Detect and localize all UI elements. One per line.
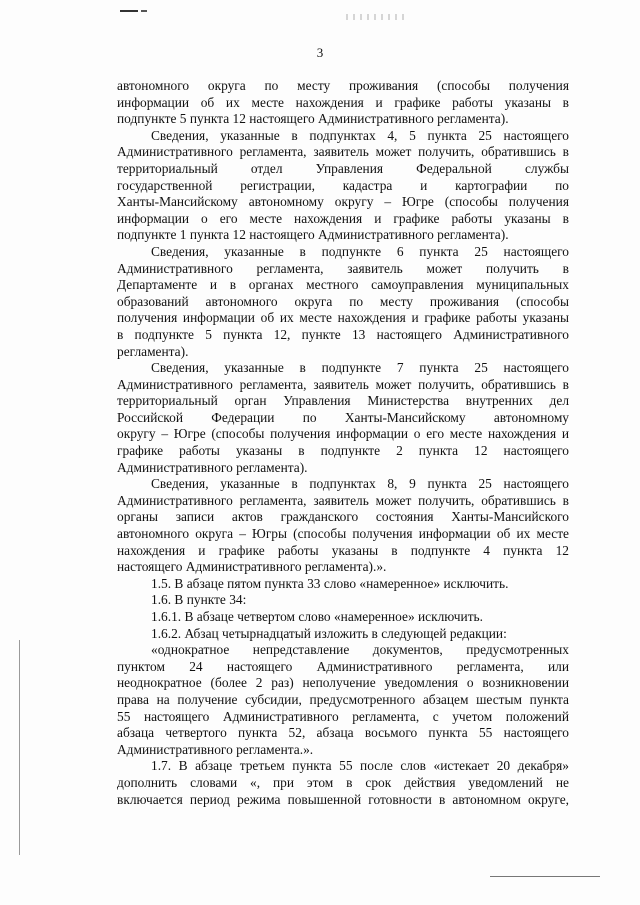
text-line: 55 настоящего Административного регламента, с учетом положений <box>117 708 569 724</box>
text-line: автономного округа по месту проживания (способы получения <box>117 78 569 93</box>
text-line: Административного регламента, заявитель может получить, обратившись в <box>117 376 569 392</box>
text-line: Сведения, указанные в подпунктах 8, 9 пункта 25 настоящего <box>151 476 569 492</box>
text-line: Административного регламента, заявитель может получить, обратившись в <box>117 144 569 160</box>
text-line: настоящего Административного регламента).». <box>117 559 387 575</box>
text-line: нахождения и графике работы указаны в подпункте 4 пункта 12 <box>117 542 569 558</box>
text-line: права на получение субсидии, предусмотренного абзацем шестым пункта <box>117 691 569 707</box>
text-line: Административного регламента.». <box>117 741 314 757</box>
document-body <box>117 78 569 808</box>
text-line: 1.6. В пункте 34: <box>151 592 247 608</box>
text-line: образований автономного округа по месту проживания (способы <box>117 293 569 309</box>
text-line: Сведения, указанные в подпунктах 4, 5 пункта 25 настоящего <box>151 127 569 143</box>
text-line: Сведения, указанные в подпункте 7 пункта 25 настоящего <box>151 360 569 376</box>
text-line: органы записи актов гражданского состояния Ханты-Мансийского <box>117 509 569 525</box>
text-line: Российской Федерации по Ханты-Мансийскому автономному <box>117 409 569 425</box>
text-line: неоднократное (более 2 раз) неполучение уведомления о возникновении <box>117 675 569 691</box>
scan-artifact-bottom-line <box>490 876 600 877</box>
text-line: подпункте 5 пункта 12 настоящего Административного регламента). <box>117 111 509 127</box>
text-line: включается период режима повышенной готовности в автономном округе, <box>117 791 569 807</box>
text-line: пунктом 24 настоящего Административного регламента, или <box>117 658 569 674</box>
text-line: 1.6.2. Абзац четырнадцатый изложить в следующей редакции: <box>151 625 507 641</box>
text-line: 1.7. В абзаце третьем пункта 55 после слов «истекает 20 декабря» <box>151 758 569 774</box>
scan-artifact-margin-line <box>19 640 20 855</box>
text-line: Сведения, указанные в подпункте 6 пункта 25 настоящего <box>151 243 569 259</box>
text-line: Ханты-Мансийскому автономному округу – Югре (способы получения <box>117 194 569 210</box>
text-line: Административного регламента, заявитель может получить, обратившись в <box>117 492 569 508</box>
text-line: 1.5. В абзаце пятом пункта 33 слово «намеренное» исключить. <box>151 575 509 591</box>
text-line: «однократное непредставление документов, предусмотренных <box>151 642 569 658</box>
text-line: подпункте 1 пункта 12 настоящего Административного регламента). <box>117 227 509 243</box>
text-line: 1.6.1. В абзаце четвертом слово «намеренное» исключить. <box>151 609 484 624</box>
text-line: абзаца четвертого пункта 52, абзаца восьмого пункта 55 настоящего <box>117 725 569 741</box>
text-line: автономного округа – Югры (способы получения информации об их месте <box>117 526 569 542</box>
text-line: территориальный отдел Управления Федеральной службы <box>117 160 569 176</box>
scan-artifact-mark <box>141 10 147 12</box>
text-line: регламента). <box>117 343 189 359</box>
scan-artifact-mark <box>120 10 138 12</box>
text-line: дополнить словами «, при этом в срок действия уведомлений не <box>117 774 569 790</box>
text-line: Департаменте и в органах местного самоуправления муниципальных <box>117 277 569 293</box>
text-line: Административного регламента, заявитель может получить в <box>117 260 569 276</box>
text-line: информации о его месте нахождения и графике работы указаны в <box>117 210 569 226</box>
text-line: государственной регистрации, кадастра и картографии по <box>117 177 569 193</box>
text-line: территориальный орган Управления Министерства внутренних дел <box>117 393 569 409</box>
page-number: 3 <box>316 45 324 60</box>
text-line: получения информации об их месте нахождения и графике работы указаны <box>117 310 569 326</box>
text-line: округу – Югре (способы получения информации о его месте нахождения и <box>117 426 569 442</box>
text-line: информации об их месте нахождения и графике работы указаны в <box>117 94 569 110</box>
text-line: в подпункте 5 пункта 12, пункте 13 настоящего Административного <box>117 326 569 342</box>
text-line: графике работы указаны в подпункте 2 пункта 12 настоящего <box>117 443 569 459</box>
text-line: Административного регламента). <box>117 459 308 475</box>
scan-artifact-dots <box>346 14 406 20</box>
